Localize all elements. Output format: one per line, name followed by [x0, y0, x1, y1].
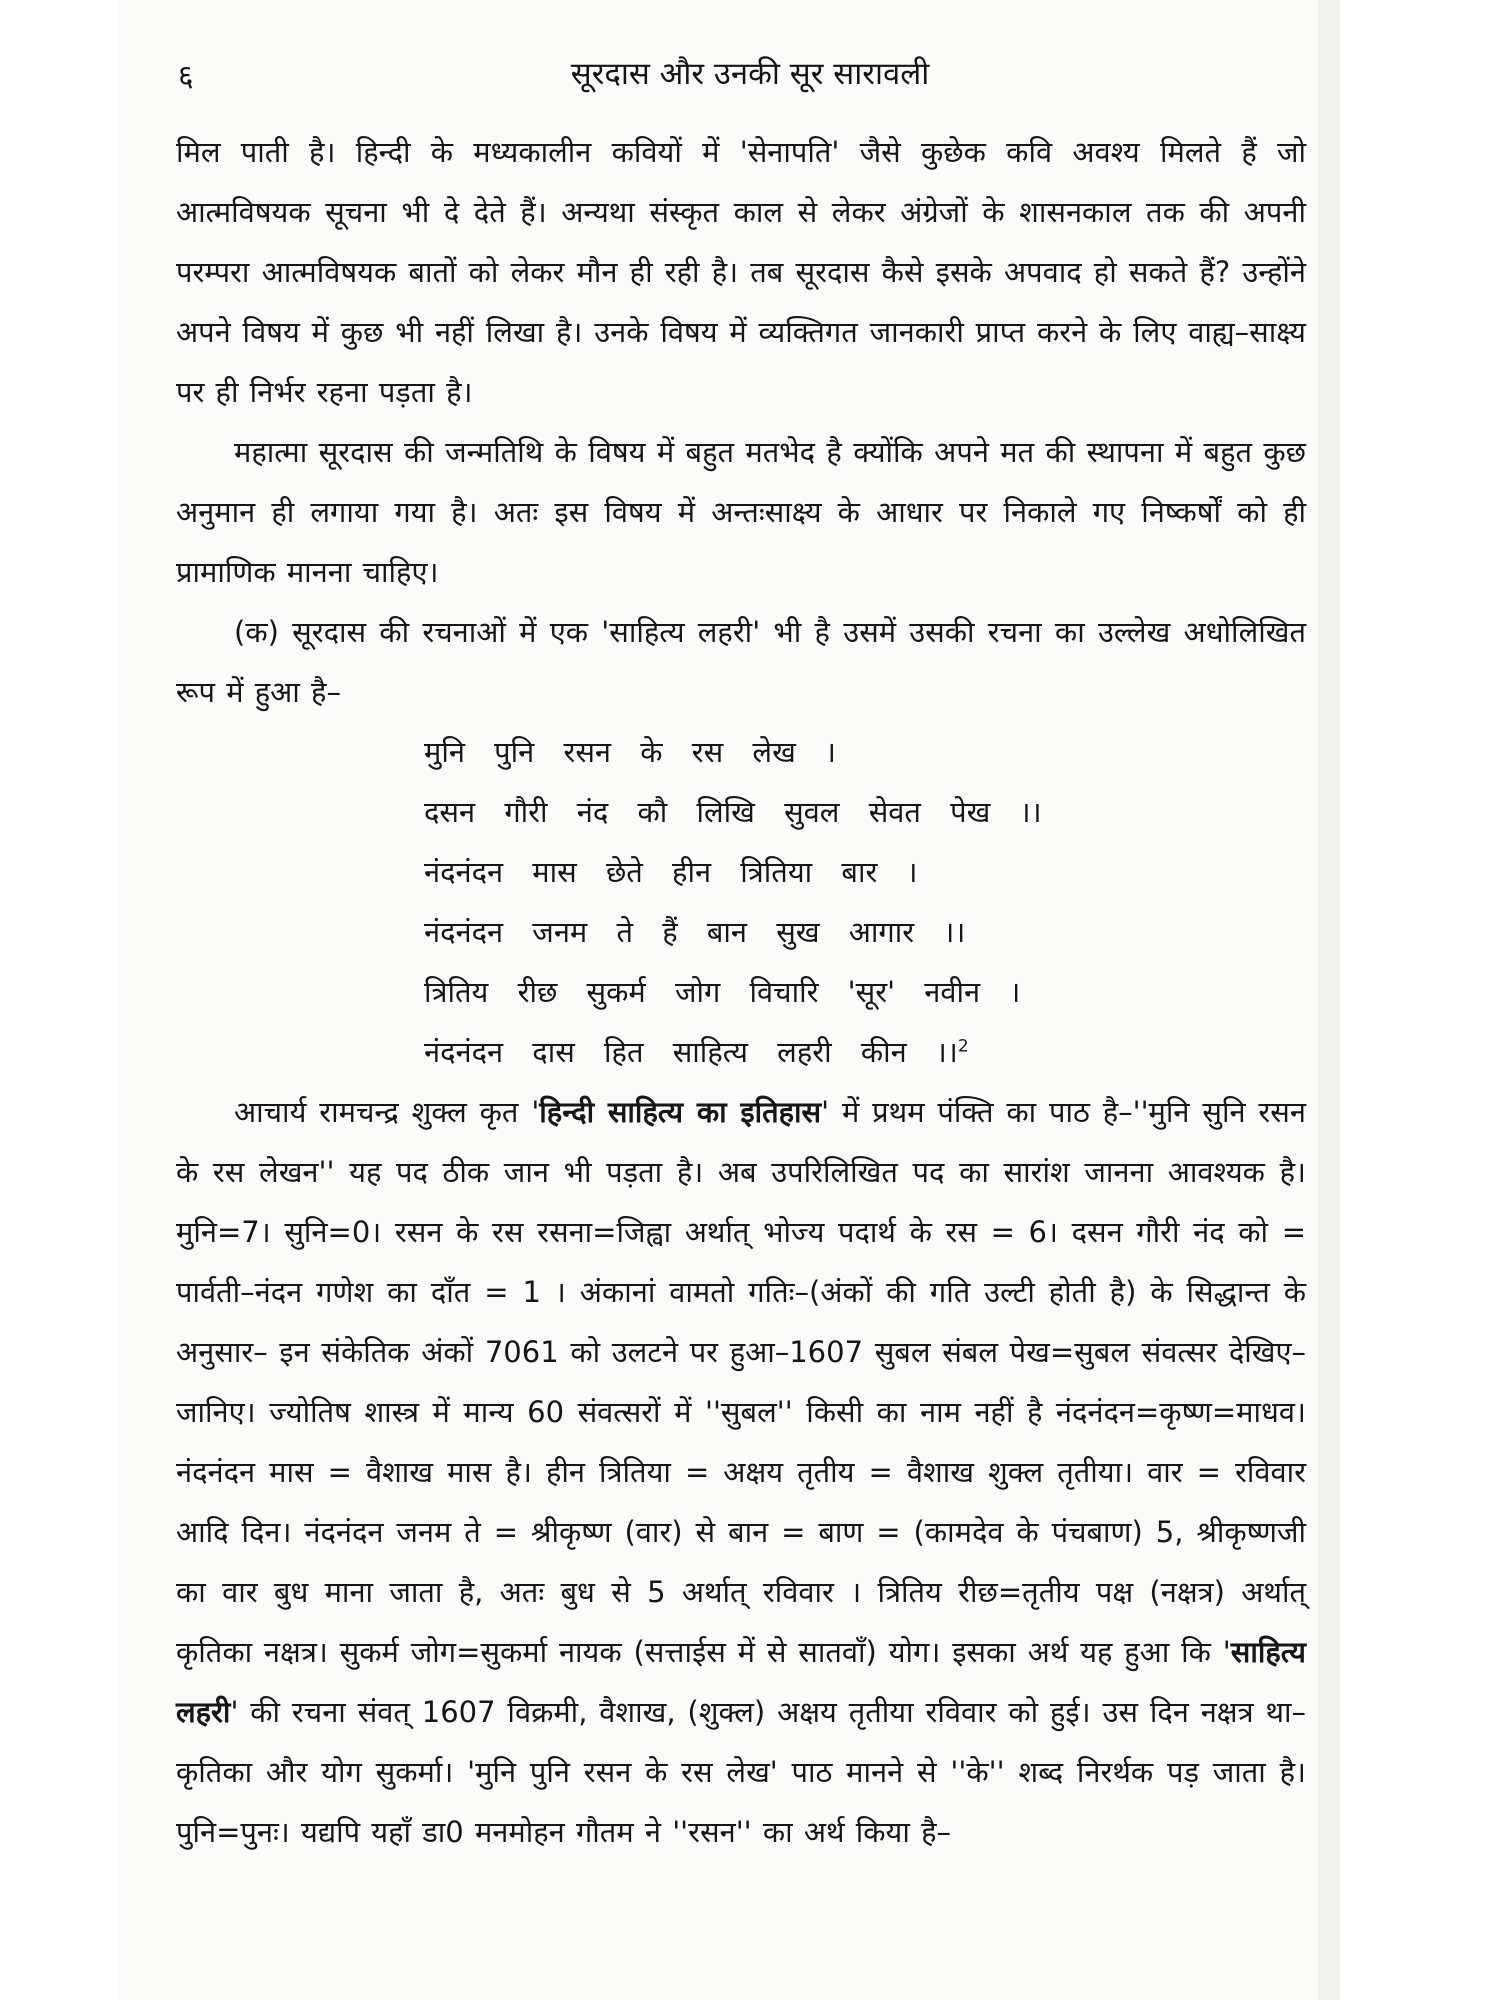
paragraph-1: मिल पाती है। हिन्दी के मध्यकालीन कवियों में 'सेनापति' जैसे कुछेक कवि अवश्य मिलते हैं जो आत्मविषयक सूचना भी दे देते हैं। अन्यथा संस्कृत काल से लेकर अंग्रेजों के शासनकाल तक की अपनी परम्परा आत्मविषयक बातों को लेकर मौन ही रही है। तब सूरदास कैसे इसके अपवाद हो सकते हैं? उन्होंने अपने विषय में कुछ भी नहीं लिखा है। उनके विषय में व्यक्तिगत जानकारी प्राप्त करने के लिए वाह्य–साक्ष्य पर ही निर्भर रहना पड़ता है।: [176, 135, 1306, 409]
verse-line-6: नंदनंदन दास हित साहित्य लहरी कीन ।।: [424, 1035, 958, 1069]
verse-line-2: दसन गौरी नंद कौ लिखि सुवल सेवत पेख ।।: [424, 795, 1042, 829]
verse-line-3: नंदनंदन मास छेते हीन त्रितिया बार ।: [424, 855, 918, 889]
paragraph-4-part-c: ' की रचना संवत् 1607 विक्रमी, वैशाख, (शुक्ल) अक्षय तृतीया रविवार को हुई। उस दिन नक्षत्र था– कृतिका और योग सुकर्मा। 'मुनि पुनि रसन के रस लेख' पाठ मानने से ''के'' शब्द निरर्थक पड़ जाता है। पुनि=पुनः। यद्यपि यहाँ डा0 मनमोहन गौतम ने ''रसन'' का अर्थ किया है–: [176, 1695, 1306, 1849]
verse-block: [424, 722, 1154, 1082]
verse-line-1: मुनि पुनि रसन के रस लेख ।: [424, 735, 837, 769]
page-edge-shadow: [1318, 0, 1340, 2000]
running-title: सूरदास और उनकी सूर सारावली: [570, 56, 930, 92]
verse-line-5: त्रितिय रीछ सुकर्म जोग विचारि 'सूर' नवीन ।: [424, 975, 1021, 1009]
paragraph-2: महात्मा सूरदास की जन्मतिथि के विषय में बहुत मतभेद है क्योंकि अपने मत की स्थापना में बहुत कुछ अनुमान ही लगाया गया है। अतः इस विषय में अन्तःसाक्ष्य के आधार पर निकाले गए निष्कर्षों को ही प्रामाणिक मानना चाहिए।: [176, 435, 1306, 589]
verse-line-4: नंदनंदन जनम ते हैं बान सुख आगार ।।: [424, 915, 966, 949]
paragraph-3: (क) सूरदास की रचनाओं में एक 'साहित्य लहरी' भी है उसमें उसकी रचना का उल्लेख अधोलिखित रूप में हुआ है–: [176, 615, 1306, 709]
page-number: ६: [178, 59, 194, 94]
paragraph-4-part-b: ' में प्रथम पंक्ति का पाठ है–''मुनि सुनि रसन के रस लेखन'' यह पद ठीक जान भी पड़ता है। अब उपरिलिखित पद का सारांश जानना आवश्यक है। मुनि=7। सुनि=0। रसन के रस रसना=जिह्वा अर्थात् भोज्य पदार्थ के रस = 6। दसन गौरी नंद को = पार्वती–नंदन गणेश का दाँत = 1 । अंकानां वामतो गतिः–(अंकों की गति उल्टी होती है) के सिद्धान्त के अनुसार– इन संकेतिक अंकों 7061 को उलटने पर हुआ–1607 सुबल संबल पेख=सुबल संवत्सर देखिए–जानिए। ज्योतिष शास्त्र में मान्य 60 संवत्सरों में ''सुबल'' किसी का नाम नहीं है नंदनंदन=कृष्ण=माधव। नंदनंदन मास = वैशाख मास है। हीन त्रितिया = अक्षय तृतीय = वैशाख शुक्ल तृतीया। वार = रविवार आदि दिन। नंदनंदन जनम ते = श्रीकृष्ण (वार) से बान = बाण = (कामदेव के पंचबाण) 5, श्रीकृष्णजी का वार बुध माना जाता है, अतः बुध से 5 अर्थात् रविवार । त्रितिय रीछ=तृतीय पक्ष (नक्षत्र) अर्थात् कृतिका नक्षत्र। सुकर्म जोग=सुकर्मा नायक (सत्ताईस में से सातवाँ) योग। इसका अर्थ यह हुआ कि ': [176, 1095, 1306, 1669]
page-body: [176, 122, 1306, 1862]
book-title-bold: हिन्दी साहित्य का इतिहास: [539, 1095, 822, 1129]
verse-line-6-wrap: [424, 1022, 1154, 1082]
work-title-bold: साहित्य लहरी: [176, 1635, 1306, 1729]
footnote-marker: 2: [957, 1036, 969, 1057]
paragraph-4: [176, 1082, 1306, 1862]
page-header: [0, 48, 1500, 108]
paragraph-4-part-a: आचार्य रामचन्द्र शुक्ल कृत ': [234, 1095, 540, 1129]
